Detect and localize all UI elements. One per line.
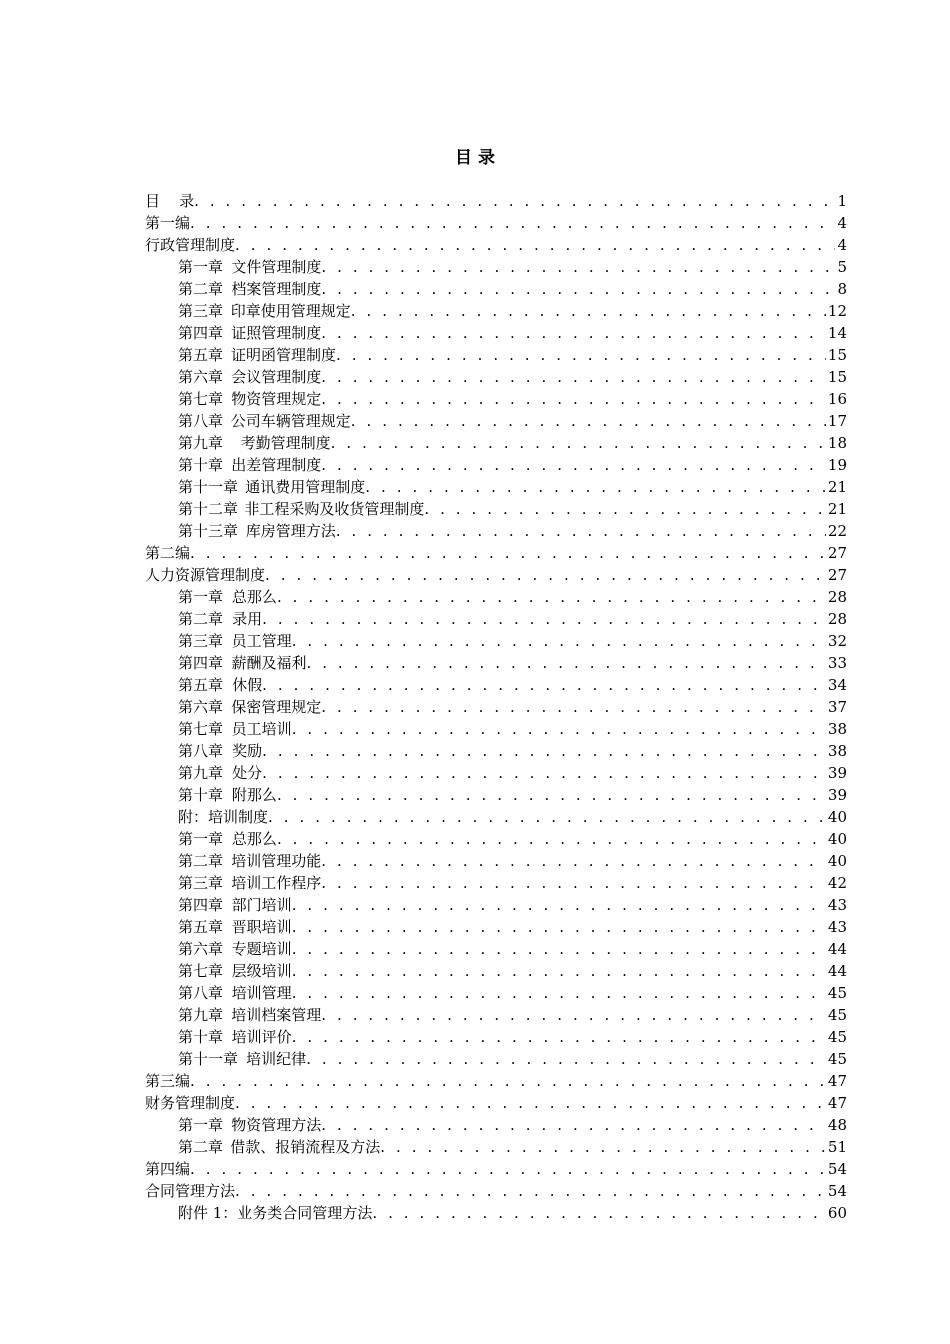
toc-dot-leader [321, 278, 835, 300]
toc-dot-leader [292, 1026, 826, 1048]
toc-entry-title: 培训评价 [231, 1028, 292, 1046]
toc-entry-title: 第三编 [145, 1072, 191, 1090]
toc-entry-page-number: 19 [827, 456, 847, 474]
toc-entry-chapter: 第一章 [178, 830, 224, 848]
toc-entry-title: 文件管理制度 [231, 258, 322, 276]
toc-entry-chapter: 第八章 [178, 742, 224, 760]
toc-entry-title: 目 录 [145, 192, 195, 210]
toc-entry[interactable] [145, 1026, 847, 1048]
toc-title: 目 录 [455, 148, 495, 168]
toc-dot-leader [321, 366, 826, 388]
toc-entry-chapter: 第二章 [178, 852, 224, 870]
toc-entry-title: 物资管理规定 [231, 390, 322, 408]
toc-dot-leader [262, 608, 826, 630]
toc-entry[interactable] [145, 1136, 847, 1158]
toc-entry-title: 考勤管理制度 [231, 434, 331, 452]
toc-entry-title: 录用 [232, 610, 263, 628]
toc-entry-page-number: 28 [827, 588, 847, 606]
toc-entry-title: 出差管理制度 [231, 456, 322, 474]
toc-dot-leader [372, 1202, 826, 1224]
toc-entry-chapter: 第五章 [178, 676, 224, 694]
toc-entry-page-number: 39 [827, 764, 847, 782]
toc-entry-chapter: 第二章 [178, 1138, 224, 1156]
toc-entry[interactable] [145, 916, 847, 938]
toc-entry-page-number: 42 [827, 874, 847, 892]
toc-entry-chapter: 第三章 [178, 874, 224, 892]
toc-entry[interactable] [145, 1158, 847, 1180]
toc-entry-title: 总那么 [231, 588, 277, 606]
toc-entry[interactable] [145, 212, 847, 234]
toc-entry[interactable] [145, 806, 847, 828]
toc-entry[interactable] [145, 520, 847, 542]
toc-entry[interactable] [145, 872, 847, 894]
toc-entry-page-number: 17 [827, 412, 847, 430]
toc-entry-page-number: 38 [827, 720, 847, 738]
toc-entry-title: 处分 [232, 764, 263, 782]
toc-dot-leader [306, 652, 825, 674]
toc-entry[interactable] [145, 850, 847, 872]
toc-entry-chapter: 第十二章 [178, 500, 239, 518]
toc-entry[interactable] [145, 498, 847, 520]
toc-dot-leader [321, 1114, 826, 1136]
toc-entry-title: 档案管理制度 [231, 280, 322, 298]
toc-entry[interactable] [145, 1202, 847, 1224]
toc-entry[interactable] [145, 784, 847, 806]
toc-entry-title: 第一编 [145, 214, 191, 232]
toc-entry-page-number: 15 [827, 346, 847, 364]
toc-entry-page-number: 33 [827, 654, 847, 672]
toc-entry-chapter: 第三章 [178, 632, 224, 650]
toc-entry-title: 层级培训 [231, 962, 292, 980]
toc-entry-page-number: 15 [827, 368, 847, 386]
toc-entry-chapter: 第七章 [178, 962, 224, 980]
toc-entry-chapter: 第二章 [178, 280, 224, 298]
toc-entry-chapter: 第五章 [178, 346, 224, 364]
toc-entry[interactable] [145, 762, 847, 784]
toc-dot-leader [277, 784, 826, 806]
toc-entry[interactable] [145, 388, 847, 410]
toc-dot-leader [306, 1048, 826, 1070]
toc-entry-page-number: 40 [827, 830, 847, 848]
toc-entry[interactable] [145, 322, 847, 344]
toc-entry[interactable] [145, 718, 847, 740]
toc-entry-chapter: 第四章 [178, 654, 224, 672]
toc-dot-leader [292, 938, 826, 960]
toc-entry[interactable] [145, 982, 847, 1004]
toc-entry-page-number: 44 [827, 940, 847, 958]
toc-entry[interactable] [145, 1048, 847, 1070]
toc-entry[interactable] [145, 564, 847, 586]
toc-entry-chapter: 第十一章 [178, 478, 239, 496]
toc-entry-title: 培训档案管理 [231, 1006, 322, 1024]
toc-entry-title: 非工程采购及收货管理制度 [244, 500, 425, 518]
toc-entry[interactable] [145, 344, 847, 366]
toc-dot-leader [277, 586, 826, 608]
toc-entry-title: 薪酬及福利 [231, 654, 307, 672]
toc-dot-leader [365, 476, 826, 498]
toc-entry-chapter: 第四章 [178, 324, 224, 342]
toc-entry[interactable] [145, 652, 847, 674]
toc-entry[interactable] [145, 476, 847, 498]
toc-entry[interactable] [145, 190, 847, 212]
toc-dot-leader [268, 806, 826, 828]
toc-entry[interactable] [145, 674, 847, 696]
toc-entry-title: 部门培训 [231, 896, 292, 914]
toc-entry-title: 保密管理规定 [231, 698, 322, 716]
toc-dot-leader [321, 1004, 826, 1026]
toc-entry-page-number: 45 [827, 984, 847, 1002]
toc-entry-chapter: 第十章 [178, 456, 224, 474]
toc-entry-title: 休假 [232, 676, 263, 694]
toc-dot-leader [190, 1158, 826, 1180]
table-of-contents [145, 190, 847, 1224]
toc-entry-title: 员工管理 [231, 632, 292, 650]
toc-dot-leader [321, 322, 826, 344]
toc-entry-page-number: 21 [827, 500, 847, 518]
toc-dot-leader [190, 542, 826, 564]
toc-entry-title: 第二编 [145, 544, 191, 562]
toc-dot-leader [331, 432, 826, 454]
toc-entry-title: 证照管理制度 [231, 324, 322, 342]
toc-entry[interactable] [145, 938, 847, 960]
toc-dot-leader [321, 696, 826, 718]
toc-entry-title: 培训纪律 [246, 1050, 307, 1068]
toc-entry-title: 晋职培训 [231, 918, 292, 936]
toc-dot-leader [235, 234, 835, 256]
toc-entry-page-number: 51 [827, 1138, 847, 1156]
toc-entry-chapter: 第六章 [178, 698, 224, 716]
toc-entry-title: 培训管理 [231, 984, 292, 1002]
toc-entry-chapter: 第八章 [178, 412, 224, 430]
toc-entry[interactable] [145, 454, 847, 476]
toc-entry-page-number: 12 [827, 302, 847, 320]
toc-entry-title: 行政管理制度 [145, 236, 236, 254]
toc-entry-page-number: 38 [827, 742, 847, 760]
toc-entry-page-number: 4 [837, 236, 847, 254]
toc-entry-page-number: 45 [827, 1006, 847, 1024]
toc-entry[interactable] [145, 630, 847, 652]
toc-entry[interactable] [145, 234, 847, 256]
toc-dot-leader [292, 960, 826, 982]
toc-dot-leader [336, 344, 826, 366]
toc-entry-page-number: 44 [827, 962, 847, 980]
toc-entry-title: 员工培训 [231, 720, 292, 738]
toc-entry-chapter: 第十一章 [178, 1050, 239, 1068]
toc-dot-leader [262, 740, 826, 762]
toc-entry-title: 专题培训 [231, 940, 292, 958]
toc-dot-leader [424, 498, 826, 520]
toc-entry-page-number: 34 [827, 676, 847, 694]
toc-entry-title: 物资管理方法 [231, 1116, 322, 1134]
toc-entry-chapter: 第十三章 [178, 522, 239, 540]
toc-entry[interactable] [145, 542, 847, 564]
toc-entry-title: 培训管理功能 [231, 852, 322, 870]
toc-dot-leader [190, 1070, 826, 1092]
toc-entry[interactable] [145, 1114, 847, 1136]
toc-entry-title: 财务管理制度 [145, 1094, 236, 1112]
toc-entry[interactable] [145, 894, 847, 916]
toc-entry[interactable] [145, 300, 847, 322]
toc-entry-chapter: 第四章 [178, 896, 224, 914]
toc-entry[interactable] [145, 1180, 847, 1202]
toc-entry-page-number: 4 [837, 214, 847, 232]
toc-entry-page-number: 28 [827, 610, 847, 628]
toc-entry-chapter: 第一章 [178, 1116, 224, 1134]
toc-entry-title: 通讯费用管理制度 [245, 478, 366, 496]
toc-entry[interactable] [145, 696, 847, 718]
toc-entry-page-number: 54 [827, 1160, 847, 1178]
toc-entry-chapter: 第二章 [178, 610, 224, 628]
toc-entry-chapter: 第九章 [178, 1006, 224, 1024]
toc-entry-page-number: 40 [827, 852, 847, 870]
toc-dot-leader [292, 894, 826, 916]
toc-entry[interactable] [145, 278, 847, 300]
toc-dot-leader [292, 630, 826, 652]
toc-dot-leader [292, 982, 826, 1004]
toc-entry-page-number: 45 [827, 1050, 847, 1068]
toc-entry-title: 总那么 [231, 830, 277, 848]
toc-entry-page-number: 27 [827, 566, 847, 584]
toc-entry-chapter: 第九章 [178, 434, 224, 452]
toc-entry[interactable] [145, 366, 847, 388]
toc-dot-leader [265, 564, 826, 586]
toc-entry-page-number: 18 [827, 434, 847, 452]
toc-entry[interactable] [145, 586, 847, 608]
toc-entry-chapter: 第七章 [178, 390, 224, 408]
toc-entry[interactable] [145, 1070, 847, 1092]
toc-entry-page-number: 54 [827, 1182, 847, 1200]
toc-entry[interactable] [145, 410, 847, 432]
toc-entry-page-number: 21 [827, 478, 847, 496]
toc-entry-chapter: 第七章 [178, 720, 224, 738]
toc-entry-title: 奖励 [232, 742, 263, 760]
toc-dot-leader [262, 762, 826, 784]
toc-entry-title: 培训工作程序 [231, 874, 322, 892]
toc-entry-page-number: 27 [827, 544, 847, 562]
toc-dot-leader [321, 454, 826, 476]
toc-entry[interactable] [145, 740, 847, 762]
toc-entry-title: 证明函管理制度 [230, 346, 336, 364]
toc-entry-page-number: 22 [827, 522, 847, 540]
toc-entry-page-number: 60 [827, 1204, 847, 1222]
toc-entry-chapter: 第十章 [178, 1028, 224, 1046]
toc-dot-leader [194, 190, 835, 212]
toc-dot-leader [351, 300, 826, 322]
toc-entry-title: 库房管理方法 [245, 522, 336, 540]
toc-entry[interactable] [145, 960, 847, 982]
toc-dot-leader [321, 850, 826, 872]
toc-entry-title: 借款、报销流程及方法 [230, 1138, 381, 1156]
toc-entry[interactable] [145, 256, 847, 278]
toc-entry-page-number: 37 [827, 698, 847, 716]
toc-entry-title: 会议管理制度 [231, 368, 322, 386]
toc-entry-chapter: 第六章 [178, 940, 224, 958]
toc-dot-leader [235, 1180, 826, 1202]
toc-dot-leader [235, 1092, 826, 1114]
toc-entry-page-number: 43 [827, 918, 847, 936]
toc-entry[interactable] [145, 828, 847, 850]
toc-dot-leader [336, 520, 826, 542]
toc-entry-chapter: 第九章 [178, 764, 224, 782]
toc-entry-chapter: 第一章 [178, 258, 224, 276]
toc-entry[interactable] [145, 1092, 847, 1114]
toc-entry-page-number: 32 [827, 632, 847, 650]
toc-entry-title: 印章使用管理规定 [230, 302, 351, 320]
toc-entry-page-number: 39 [827, 786, 847, 804]
toc-entry[interactable] [145, 432, 847, 454]
toc-dot-leader [277, 828, 826, 850]
toc-entry-page-number: 1 [837, 192, 847, 210]
toc-dot-leader [321, 256, 835, 278]
toc-dot-leader [321, 388, 826, 410]
toc-entry-page-number: 14 [827, 324, 847, 342]
toc-dot-leader [351, 410, 826, 432]
toc-entry-page-number: 16 [827, 390, 847, 408]
toc-dot-leader [262, 674, 826, 696]
toc-dot-leader [292, 718, 826, 740]
toc-entry-title: 附件 1：业务类合同管理方法 [178, 1204, 373, 1222]
toc-entry-title: 人力资源管理制度 [145, 566, 266, 584]
toc-entry-page-number: 48 [827, 1116, 847, 1134]
toc-entry-page-number: 8 [837, 280, 847, 298]
toc-entry-chapter: 第六章 [178, 368, 224, 386]
toc-dot-leader [321, 872, 826, 894]
toc-entry-chapter: 第三章 [178, 302, 224, 320]
toc-dot-leader [380, 1136, 826, 1158]
toc-entry-page-number: 5 [837, 258, 847, 276]
toc-entry-title: 第四编 [145, 1160, 191, 1178]
toc-entry-chapter: 第八章 [178, 984, 224, 1002]
toc-entry-chapter: 第十章 [178, 786, 224, 804]
toc-entry-title: 合同管理方法 [145, 1182, 236, 1200]
toc-entry-page-number: 45 [827, 1028, 847, 1046]
toc-entry-chapter: 第五章 [178, 918, 224, 936]
toc-entry-title: 附：培训制度 [178, 808, 269, 826]
toc-entry-chapter: 第一章 [178, 588, 224, 606]
toc-entry[interactable] [145, 608, 847, 630]
toc-dot-leader [292, 916, 826, 938]
toc-entry-page-number: 47 [827, 1094, 847, 1112]
toc-dot-leader [190, 212, 835, 234]
toc-entry-title: 公司车辆管理规定 [230, 412, 351, 430]
toc-entry-page-number: 47 [827, 1072, 847, 1090]
toc-entry-page-number: 40 [827, 808, 847, 826]
toc-entry[interactable] [145, 1004, 847, 1026]
toc-entry-title: 附那么 [231, 786, 277, 804]
toc-entry-page-number: 43 [827, 896, 847, 914]
